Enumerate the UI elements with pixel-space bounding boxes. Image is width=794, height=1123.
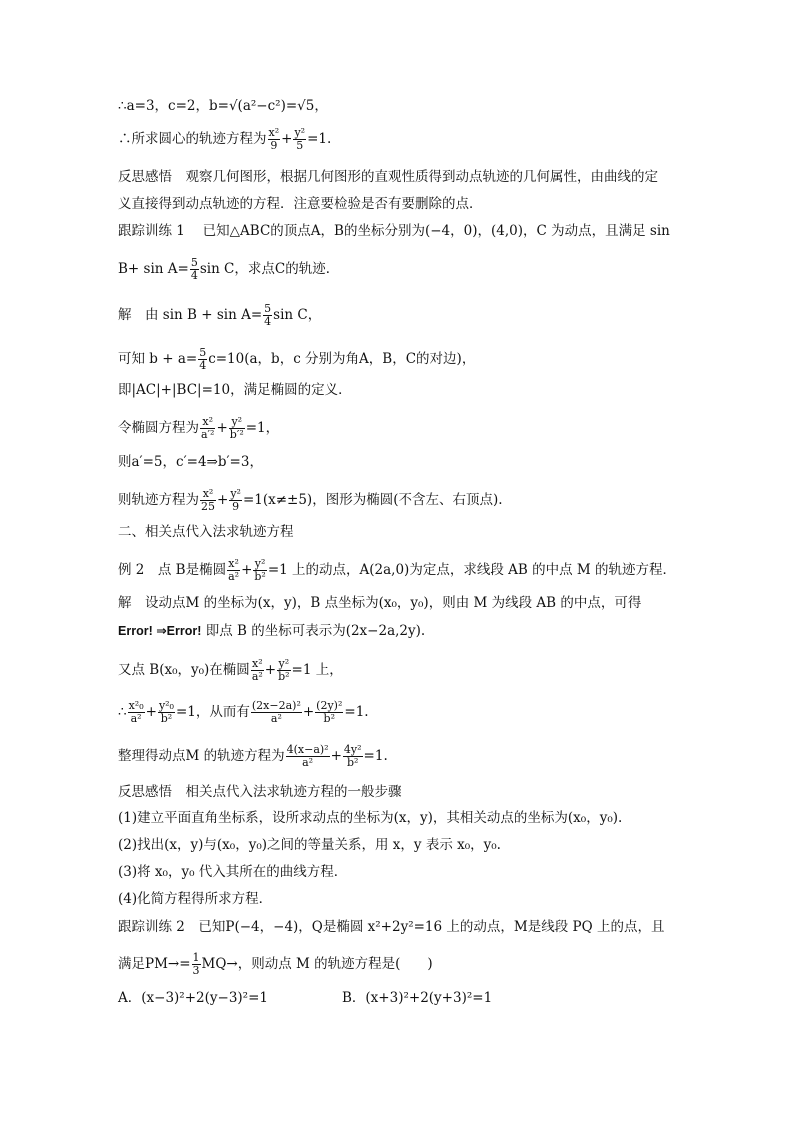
- text-line: 整理得动点M 的轨迹方程为 $\frac{\text{4(x−a)²}}{\text{a²}}$ + $\frac{\text{4y²}}{\text{b²}}$ =1.: [118, 743, 388, 769]
- solution-line: 解 由 sin B + sin A= $\frac{5}{4}$ sin C，: [118, 302, 322, 328]
- text-line: ∴ $\frac{\text{x²₀}}{\text{a²}}$ + $\frac{\text{y²₀}}{\text{b²}}$ =1，从而有 $\frac{\text{(2x−2a)²}}{\text{a²}}$ + $\frac{\text{(2y)²}}{\text{b²}}$ =1.: [118, 699, 369, 725]
- fraction: $\frac{\text{y²}}{9}$: [230, 487, 241, 513]
- text-line: [118, 97, 328, 115]
- reflection-heading: 反思感悟 相关点代入法求轨迹方程的一般步骤: [118, 784, 402, 800]
- fraction: $\frac{\text{4(x−a)²}}{\text{a²}}$: [286, 743, 329, 769]
- fraction: $\frac{\text{(2y)²}}{\text{b²}}$: [316, 699, 343, 725]
- text-line: 满足PM→= $\frac{1}{3}$ MQ→，则动点 M 的轨迹方程是( ): [118, 951, 433, 977]
- exercise-title: 跟踪训练 2 已知P(−4，−4)，Q是椭圆 x²+2y²=16 上的动点，M是线段 PQ 上的点，且: [118, 919, 665, 935]
- fraction: $\frac{\text{x²₀}}{\text{a²}}$: [128, 699, 144, 725]
- fraction: $\frac{\text{y²₀}}{\text{b²}}$: [158, 699, 174, 725]
- text-line: 义直接得到动点轨迹的方程．注意要检验是否有要删除的点．: [118, 196, 483, 212]
- step-item: (4)化简方程得所求方程．: [118, 891, 273, 907]
- fraction: $\frac{5}{4}$: [190, 256, 198, 282]
- fraction: $\frac{5}{4}$: [199, 346, 207, 372]
- fraction: $\frac{5}{4}$: [264, 302, 272, 328]
- option-a: A．(x−3)²+2(y−3)²=1: [118, 990, 268, 1006]
- text-line: Error! ⇒Error! 即点 B 的坐标可表示为(2x−2a,2y).: [118, 623, 426, 639]
- fraction: $\frac{\text{x²}}{\text{a′²}}$: [201, 415, 215, 441]
- text-line: 可知 b + a= $\frac{5}{4}$ c=10(a，b，c 分别为角A，B，C的对边)，: [118, 346, 476, 372]
- text-line: B+ sin A= $\frac{5}{4}$ sin C，求点C的轨迹．: [118, 256, 340, 282]
- fraction: $\frac{\text{y²}}{\text{b²}}$: [254, 557, 266, 583]
- fraction: $\frac{\text{4y²}}{\text{b²}}$: [343, 743, 362, 769]
- error-text: Error! ⇒Error!: [118, 624, 202, 638]
- step-item: (1)建立平面直角坐标系，设所求动点的坐标为(x，y)，其相关动点的坐标为(x₀，y₀).: [118, 810, 623, 826]
- step-item: (3)将 x₀，y₀ 代入其所在的曲线方程．: [118, 864, 348, 880]
- fraction: $\frac{\text{x²}}{\text{a²}}$: [228, 557, 240, 583]
- fraction: $\frac{\text{y²}}{5}$: [294, 126, 306, 152]
- section-heading: 二、相关点代入法求轨迹方程: [118, 524, 294, 540]
- example-line: 例 2 点 B是椭圆 $\frac{\text{x²}}{\text{a²}}$ + $\frac{\text{y²}}{\text{b²}}$ =1 上的动点，A(2a,0)为定点，求线段 AB 的中点 M 的轨迹方程．: [118, 557, 676, 583]
- text-line: 令椭圆方程为 $\frac{\text{x²}}{\text{a′²}}$ + $\frac{\text{y²}}{\text{b′²}}$ =1，: [118, 415, 280, 441]
- fraction: $\frac{\text{x²}}{\text{a²}}$: [251, 657, 263, 683]
- text: ∴所求圆心的轨迹方程为: [118, 131, 267, 147]
- text-line: 则轨迹方程为 $\frac{\text{x²}}{25}$ + $\frac{\text{y²}}{9}$ =1(x≠±5)，图形为椭圆(不含左、右顶点).: [118, 487, 503, 513]
- fraction: $\frac{\text{x²}}{9}$: [268, 126, 280, 152]
- exercise-title: 跟踪训练 1 已知△ABC的顶点A，B的坐标分别为(−4，0)，(4,0)，C 为动点，且满足 sin: [118, 223, 670, 239]
- solution-line: 解 设动点M 的坐标为(x，y)，B 点坐标为(x₀，y₀)，则由 M 为线段 AB 的中点，可得: [118, 595, 642, 611]
- text-line: 即|AC|+|BC|=10，满足椭圆的定义．: [118, 382, 352, 398]
- fraction: $\frac{\text{x²}}{25}$: [201, 487, 215, 513]
- fraction: $\frac{\text{y²}}{\text{b′²}}$: [229, 415, 244, 441]
- fraction: $\frac{\text{(2x−2a)²}}{\text{a²}}$: [251, 699, 301, 725]
- equation-text: ∴a=3，c=2，b=√(a²−c²)=√5，: [118, 98, 328, 114]
- option-b: B．(x+3)²+2(y+3)²=1: [342, 990, 493, 1006]
- text-line: 又点 B(x₀，y₀)在椭圆 $\frac{\text{x²}}{\text{a²}}$ + $\frac{\text{y²}}{\text{b²}}$ =1 上，: [118, 657, 343, 683]
- text-line: 则a′=5，c′=4⇒b′=3，: [118, 454, 263, 470]
- reflection-heading: 反思感悟 观察几何图形，根据几何图形的直观性质得到动点轨迹的几何属性，由曲线的定: [118, 169, 658, 185]
- fraction: $\frac{\text{y²}}{\text{b²}}$: [278, 657, 290, 683]
- text-line: ∴所求圆心的轨迹方程为 $\frac{\text{x²}}{9}$ + $\frac{\text{y²}}{5}$ =1.: [118, 126, 332, 152]
- step-item: (2)找出(x，y)与(x₀，y₀)之间的等量关系，用 x，y 表示 x₀，y₀.: [118, 837, 501, 853]
- fraction: $\frac{1}{3}$: [192, 951, 200, 977]
